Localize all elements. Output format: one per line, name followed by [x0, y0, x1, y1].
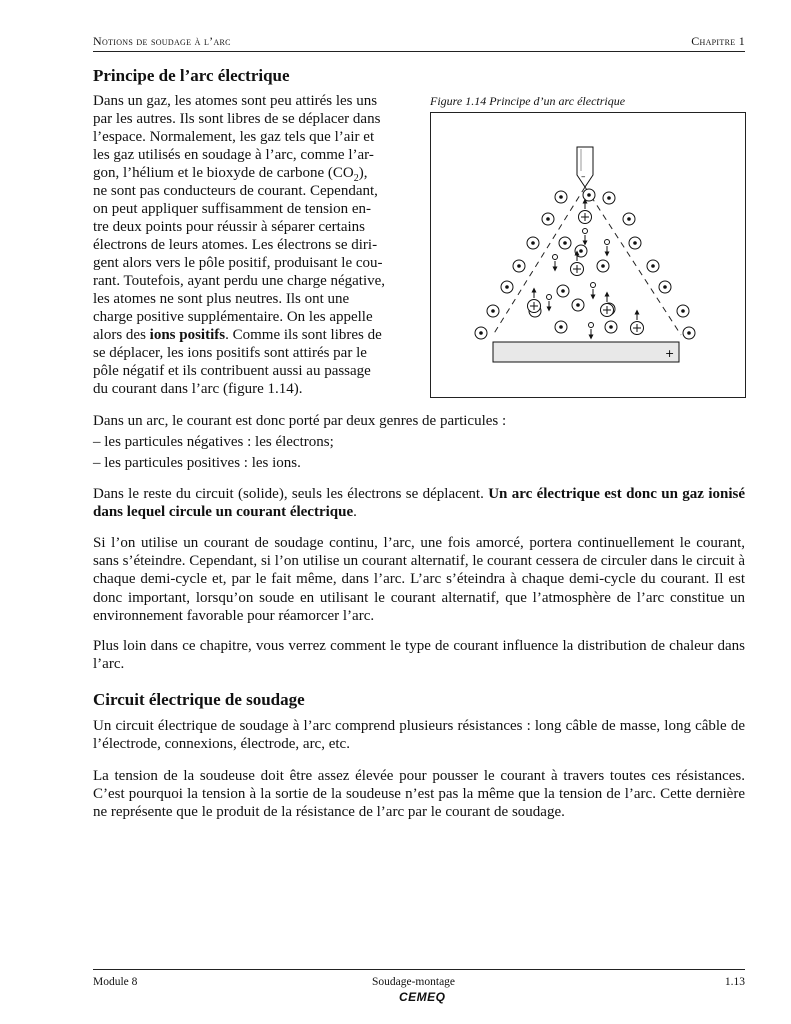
arc-diagram-svg	[431, 113, 745, 397]
paragraph-voltage: La tension de la soudeuse doit être assez élevée pour pousser le courant à travers toutes ces résistances. C’est pourquoi la tension à la sortie de la soudeuse n’est pas la même que la tension de l’arc. Cette dernière ne représente que le produit de la résistance de l’arc par le courant de soudage.	[93, 768, 745, 821]
figure-caption: Figure 1.14 Principe d’un arc électrique	[430, 94, 626, 108]
intro-line: du courant dans l’arc (figure 1.14).	[93, 381, 303, 397]
electron-icon	[591, 283, 596, 288]
intro-line: électrons de leurs atomes. Les électrons se diri-	[93, 237, 378, 253]
intro-line-ions	[93, 326, 382, 344]
paragraph-plus-loin: Plus loin dans ce chapitre, vous verrez comment le type de courant influence la distribution de chaleur dans l’arc.	[93, 638, 745, 673]
intro-line: gent alors vers le pôle positif, produisant le cou-	[93, 255, 383, 271]
electrons	[547, 229, 610, 338]
intro-line: les gaz utilisés en soudage à l’arc, comme l’ar-	[93, 147, 374, 163]
electrode-minus-sign: –	[581, 172, 586, 182]
footer-module: Module 8	[93, 976, 138, 988]
intro-line: charge positive supplémentaire. On les appelle	[93, 309, 373, 325]
intro-line: on peut appliquer suffisamment de tension en-	[93, 201, 371, 217]
intro-line: par les autres. Ils sont libres de se déplacer dans	[93, 111, 381, 127]
intro-line-text: gon, l’hélium et le bioxyde de carbone (CO	[93, 165, 354, 181]
intro-line: pôle négatif et ils contribuent aussi au passage	[93, 363, 371, 379]
header-chapter-number: Chapitre 1	[691, 34, 745, 48]
paragraph-current-types: Si l’on utilise un courant de soudage continu, l’arc, une fois amorcé, portera continuellement le courant, sans s’éteindre. Cependant, si l’on utilise un courant alternatif, le courant cessera de circuler dans le circuit à chaque demi-cycle et, par le fait même, dans l’arc. L’arc s’éteindra à chaque demi-cycle du courant. Il est donc important, lorsqu’on soude en utilisant le courant alternatif, que l’atmosphère de l’arc constitue un environnement favorable pour réamorcer l’arc.	[93, 535, 745, 624]
page-number: 1.13	[724, 976, 745, 988]
workpiece-plate	[493, 342, 679, 362]
header-rule	[93, 51, 745, 52]
footer-rule	[93, 969, 745, 970]
co2-close: ),	[358, 165, 368, 181]
paragraph-text: .	[353, 504, 357, 521]
electron-icon	[605, 240, 610, 245]
intro-line: rant. Toutefois, ayant perdu une charge négative,	[93, 273, 386, 289]
list-item: – les particules négatives : les électrons;	[93, 434, 334, 450]
intro-line: se déplacer, les ions positifs sont attirés par le	[93, 345, 367, 361]
co2-subscript: 2	[353, 173, 359, 184]
list-item: – les particules positives : les ions.	[93, 455, 301, 471]
header-chapter-title: Notions de soudage à l’arc	[93, 34, 231, 48]
paragraph-solid-circuit	[93, 485, 745, 521]
figure-arc-diagram	[430, 112, 746, 398]
cemeq-logo: CEMEQ	[399, 990, 446, 1004]
intro-line: ne sont pas conducteurs de courant. Cependant,	[93, 183, 378, 199]
intro-line: Dans un gaz, les atomes sont peu attirés les uns	[93, 93, 378, 109]
intro-line-text: . Comme ils sont libres de	[225, 327, 382, 343]
electron-icon	[583, 229, 588, 234]
paragraph-text: Dans le reste du circuit (solide), seuls les électrons se déplacent.	[93, 486, 489, 502]
electron-icon	[547, 295, 552, 300]
intro-line: les atomes ne sont plus neutres. Ils ont une	[93, 291, 350, 307]
key-definition-bold: Un arc électrique est donc un gaz ionisé dans lequel circule un courant électrique	[93, 486, 745, 521]
electrode	[577, 147, 593, 187]
electron-icon	[589, 323, 594, 328]
ions-positifs-bold: ions positifs	[149, 327, 226, 343]
intro-line: l’espace. Normalement, les gaz tels que l’air et	[93, 129, 375, 145]
electron-icon	[553, 255, 558, 260]
particles-intro: Dans un arc, le courant est donc porté par deux genres de particules :	[93, 413, 507, 429]
section-title-circuit: Circuit électrique de soudage	[93, 690, 305, 709]
intro-line-text: alors des	[93, 327, 150, 343]
intro-line: tre deux points pour réussir à séparer certains	[93, 219, 365, 235]
plate-plus-sign: +	[665, 347, 675, 360]
footer-course: Soudage-montage	[372, 976, 456, 988]
section-title-principe: Principe de l’arc électrique	[93, 66, 290, 85]
paragraph-circuit-resistances: Un circuit électrique de soudage à l’arc comprend plusieurs résistances : long câble de masse, long câble de l’électrode, connexions, électrode, arc, etc.	[93, 718, 745, 753]
